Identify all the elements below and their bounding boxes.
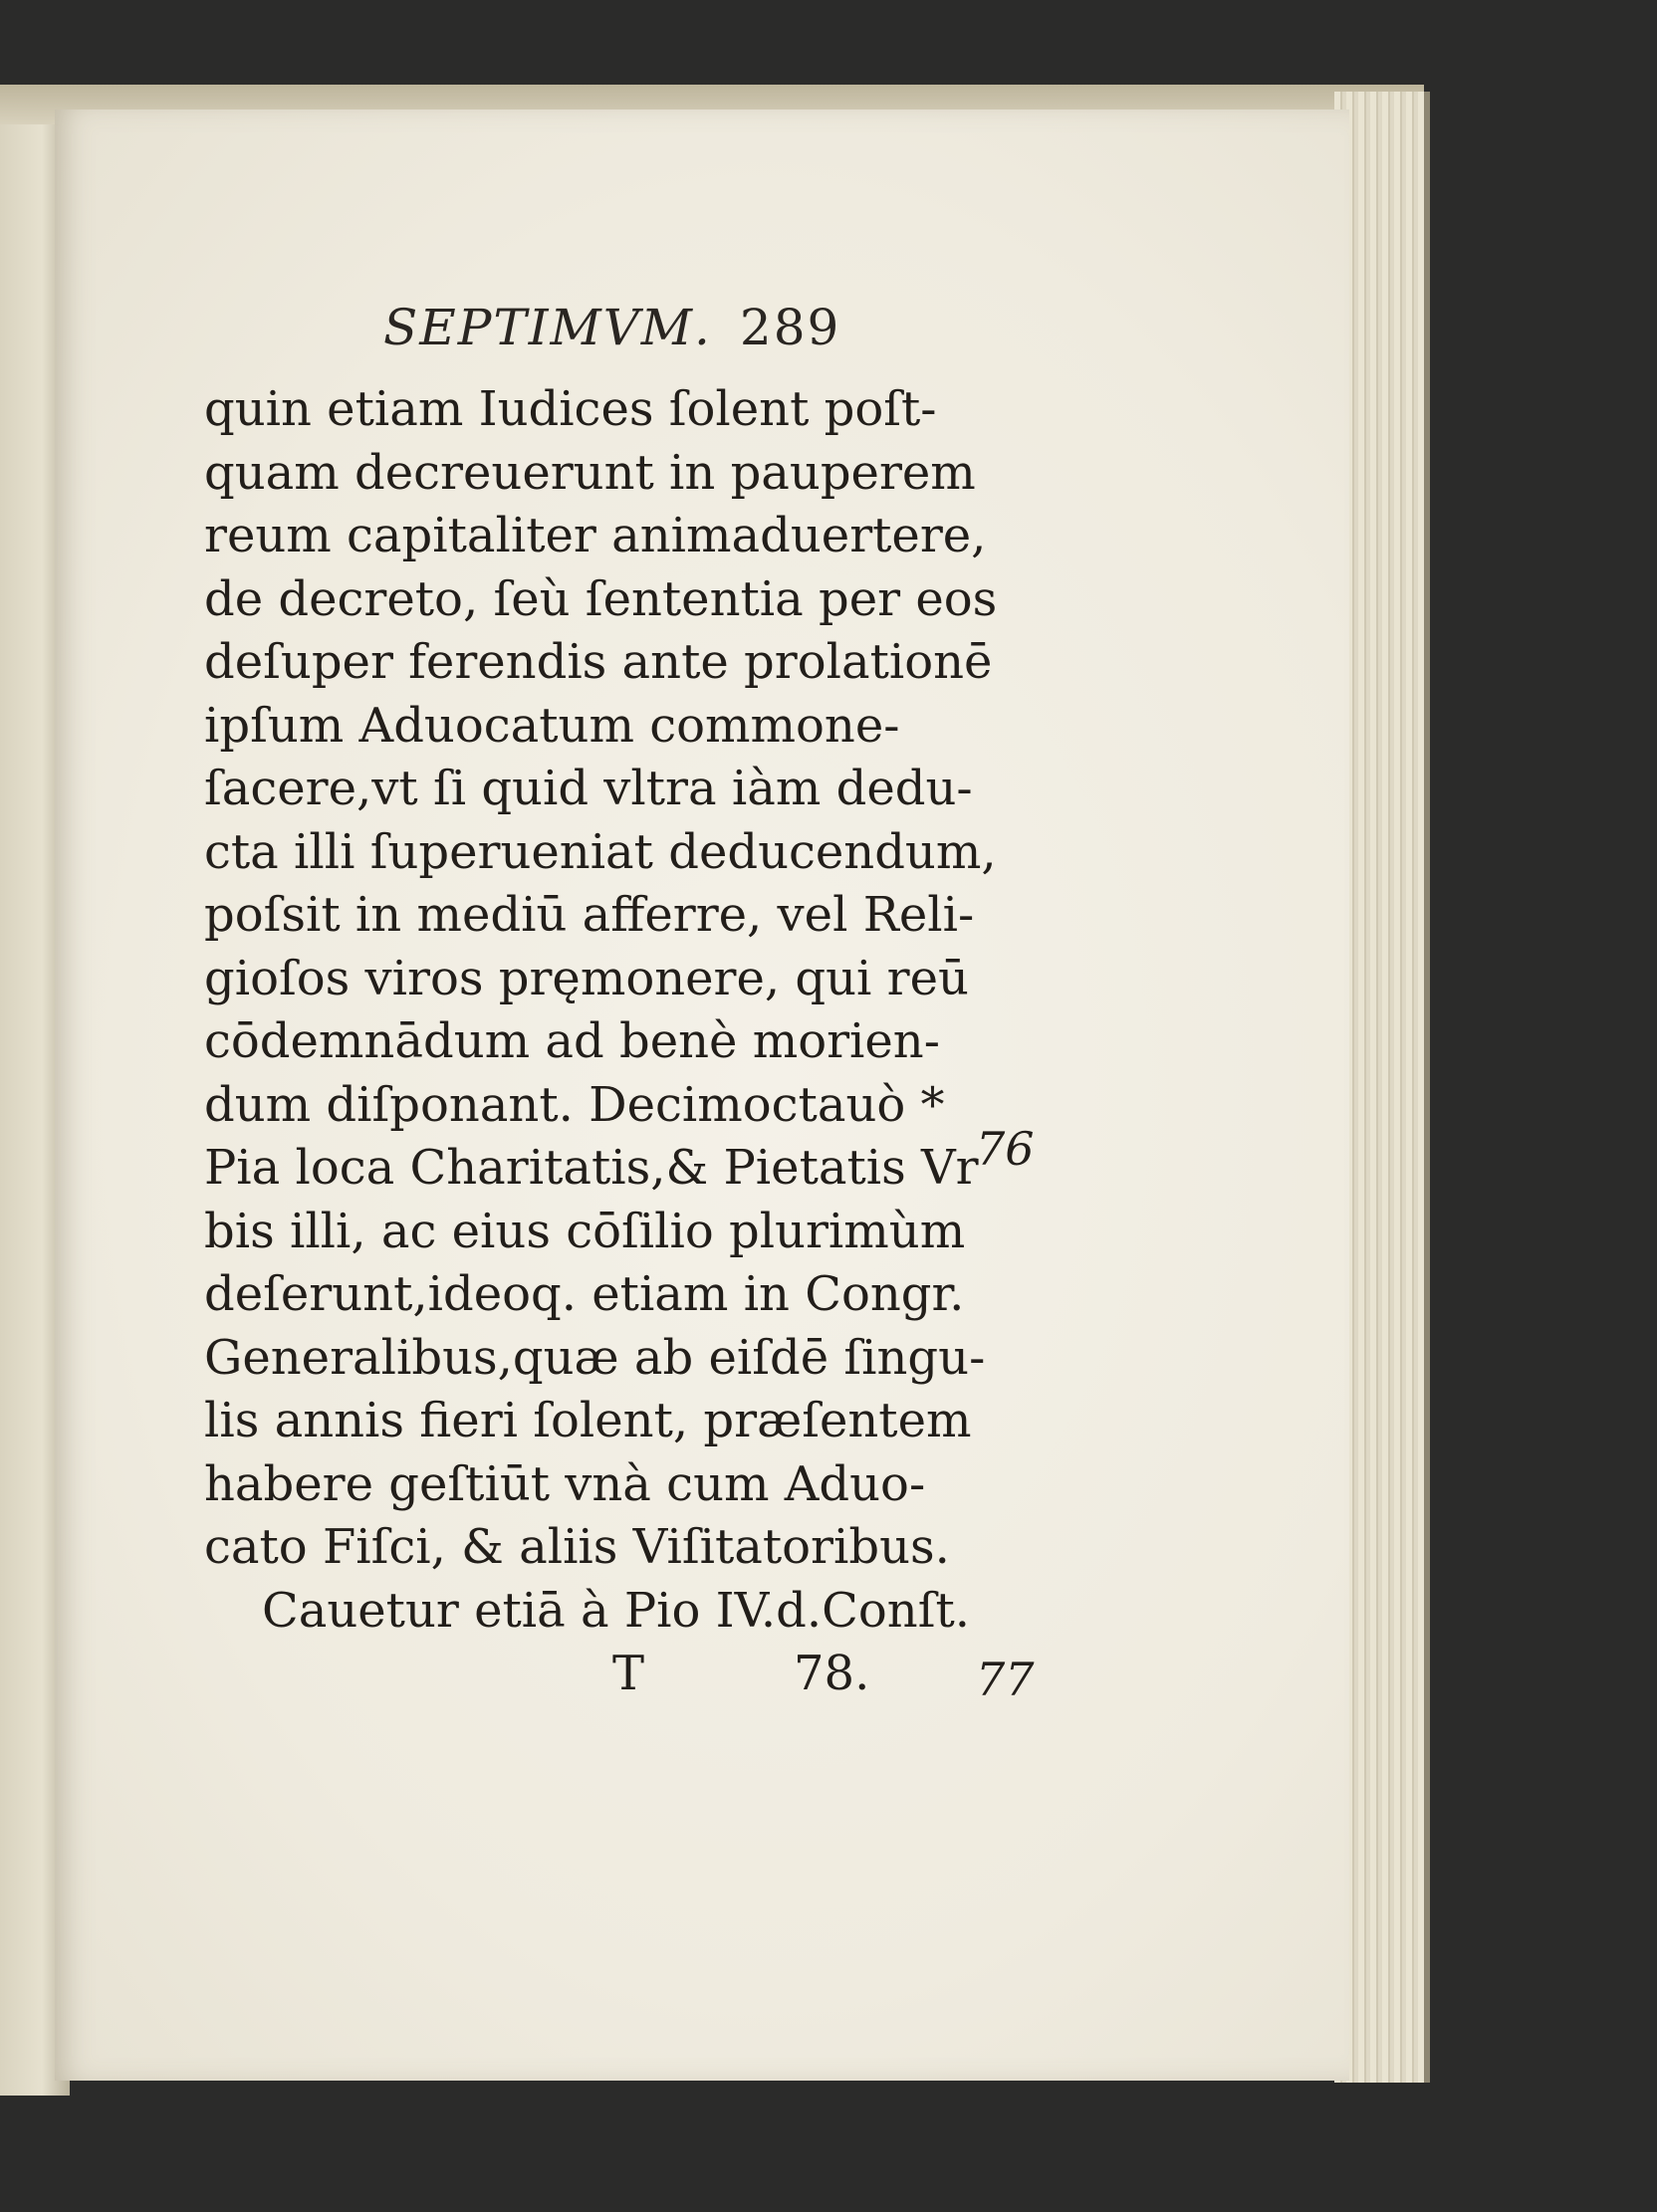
catchword: 78. <box>794 1646 870 1701</box>
text-line: Pia loca Charitatis,& Pietatis Vr <box>204 1140 979 1196</box>
signature-mark: T <box>612 1646 645 1701</box>
text-line: quam decreuerunt in pauperem <box>204 444 976 501</box>
body-text <box>204 378 998 1706</box>
text-line: cōdemnādum ad benè morien- <box>204 1013 940 1069</box>
page-number: 289 <box>739 299 841 356</box>
text-line: reum capitaliter animaduertere, <box>204 508 987 563</box>
text-line: cta illi ſuperueniat deducendum, <box>204 823 997 880</box>
text-line: quin etiam Iudices ſolent poſt- <box>204 381 937 437</box>
marginal-note: 76 <box>976 1122 1035 1176</box>
signature-line <box>204 1643 961 1706</box>
text-line: dum diſponant. Decimoctauò * <box>204 1076 945 1133</box>
text-line: cato Fiſci, & aliis Viſitatoribus. <box>204 1519 950 1575</box>
text-line: habere geſtiūt vnà cum Aduo- <box>204 1455 926 1512</box>
marginal-note: 77 <box>976 1653 1035 1706</box>
text-line: poſsit in mediū afferre, vel Reli- <box>204 887 975 943</box>
running-header <box>383 299 941 356</box>
text-line: gioſos viros pręmonere, qui reū <box>204 950 969 1006</box>
text-line: de decreto, ſeù ſententia per eos <box>204 570 998 627</box>
text-line: Generalibus,quæ ab eiſdē ſingu- <box>204 1329 986 1386</box>
text-line: bis illi, ac eius cōſilio plurimùm <box>204 1203 966 1259</box>
text-line: deſuper ferendis ante prolationē <box>204 634 993 690</box>
text-line: Cauetur etiā à Pio IV.d.Conſt. <box>262 1582 970 1639</box>
text-line: deſerunt,ideoq. etiam in Congr. <box>204 1266 965 1322</box>
running-title: SEPTIMVM. <box>383 299 712 356</box>
text-line: lis annis fieri ſolent, præſentem <box>204 1393 972 1448</box>
text-line: ipſum Aduocatum commone- <box>204 697 900 754</box>
text-line: ſacere,vt ſi quid vltra iàm dedu- <box>204 761 973 816</box>
